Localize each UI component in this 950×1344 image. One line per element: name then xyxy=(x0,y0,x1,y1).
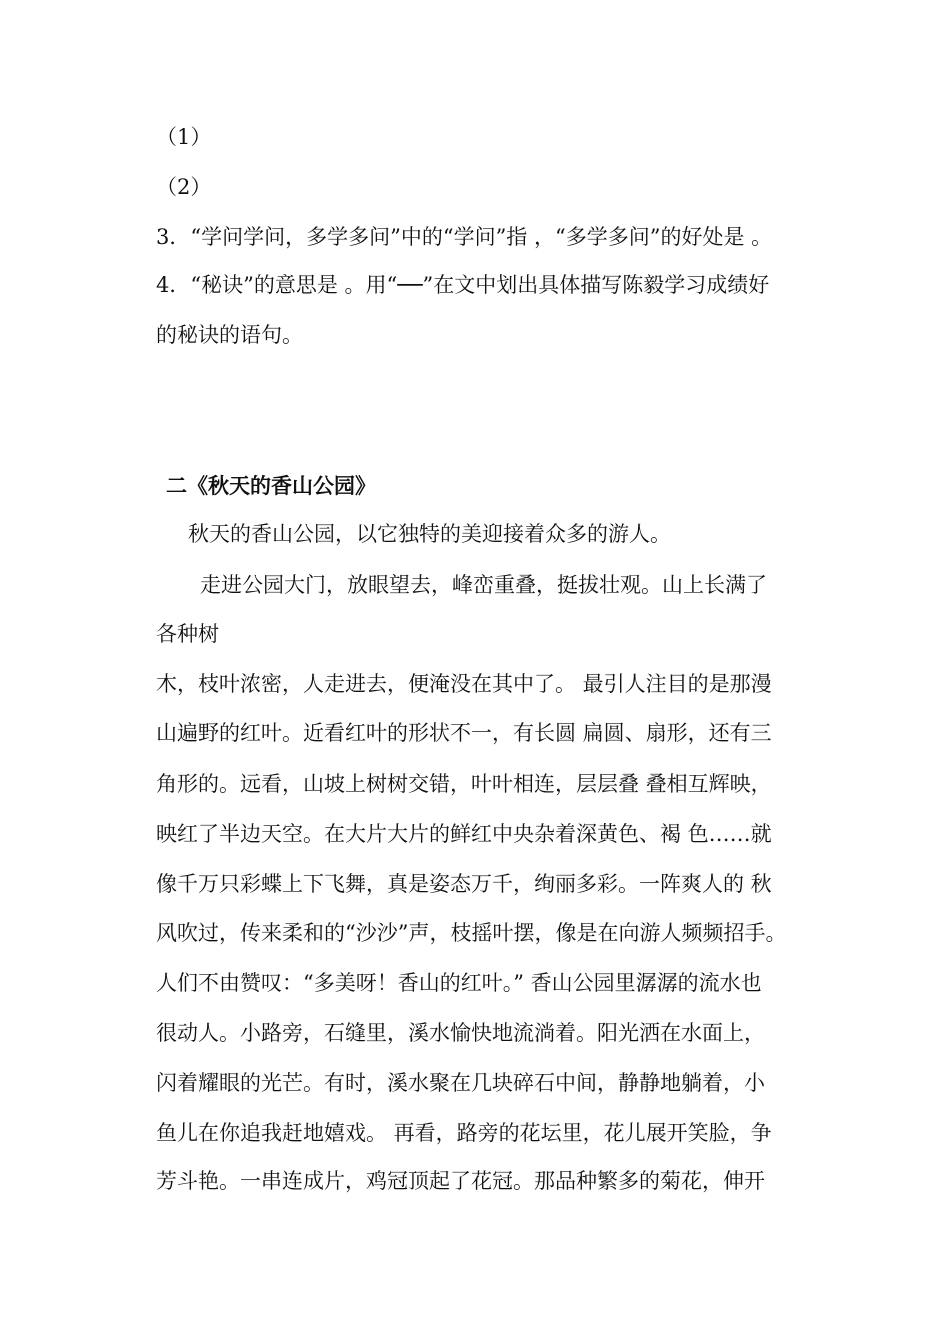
passage-line: 鱼儿在你追我赶地嬉戏。 再看，路旁的花坛里，花儿展开笑脸，争 xyxy=(156,1121,772,1145)
passage-line: 像千万只彩蝶上下飞舞，真是姿态万千，绚丽多彩。一阵爽人的 秋 xyxy=(156,872,772,896)
passage-line: 走进公园大门，放眼望去，峰峦重叠，挺拔壮观。山上长满了 xyxy=(200,573,767,597)
question-2-label: （2） xyxy=(156,175,212,199)
passage-line: 很动人。小路旁，石缝里，溪水愉快地流淌着。阳光洒在水面上， xyxy=(156,1021,765,1045)
question-4-line-1: 4．“秘诀”的意思是 。用“──”在文中划出具体描写陈毅学习成绩好 xyxy=(156,273,770,297)
passage-title: 二《秋天的香山公园》 xyxy=(166,474,376,498)
passage-line: 角形的。远看，山坡上树树交错，叶叶相连，层层叠 叠相互辉映， xyxy=(156,772,772,796)
passage-line: 各种树 xyxy=(156,622,219,646)
question-1-label: （1） xyxy=(156,125,212,149)
passage-line: 人们不由赞叹：“多美呀！香山的红叶。” 香山公园里潺潺的流水也 xyxy=(156,971,762,995)
passage-line: 风吹过，传来柔和的“沙沙”声，枝摇叶摆，像是在向游人频频招手。 xyxy=(156,921,787,945)
passage-line: 木，枝叶浓密，人走进去，便淹没在其中了。 最引人注目的是那漫 xyxy=(156,672,772,696)
passage-line: 秋天的香山公园，以它独特的美迎接着众多的游人。 xyxy=(188,522,671,546)
passage-line: 闪着耀眼的光芒。有时，溪水聚在几块碎石中间，静静地躺着，小 xyxy=(156,1071,765,1095)
passage-line: 山遍野的红叶。近看红叶的形状不一，有长圆 扁圆、扇形，还有三 xyxy=(156,721,772,745)
passage-line: 芳斗艳。一串连成片，鸡冠顶起了花冠。那品种繁多的菊花，伸开 xyxy=(156,1169,765,1193)
question-4-line-2: 的秘诀的语句。 xyxy=(156,323,303,347)
question-3: 3．“学问学问，多学多问”中的“学问”指 ，“多学多问”的好处是 。 xyxy=(156,225,773,249)
passage-line: 映红了半边天空。在大片大片的鲜红中央杂着深黄色、褐 色……就 xyxy=(156,822,772,846)
